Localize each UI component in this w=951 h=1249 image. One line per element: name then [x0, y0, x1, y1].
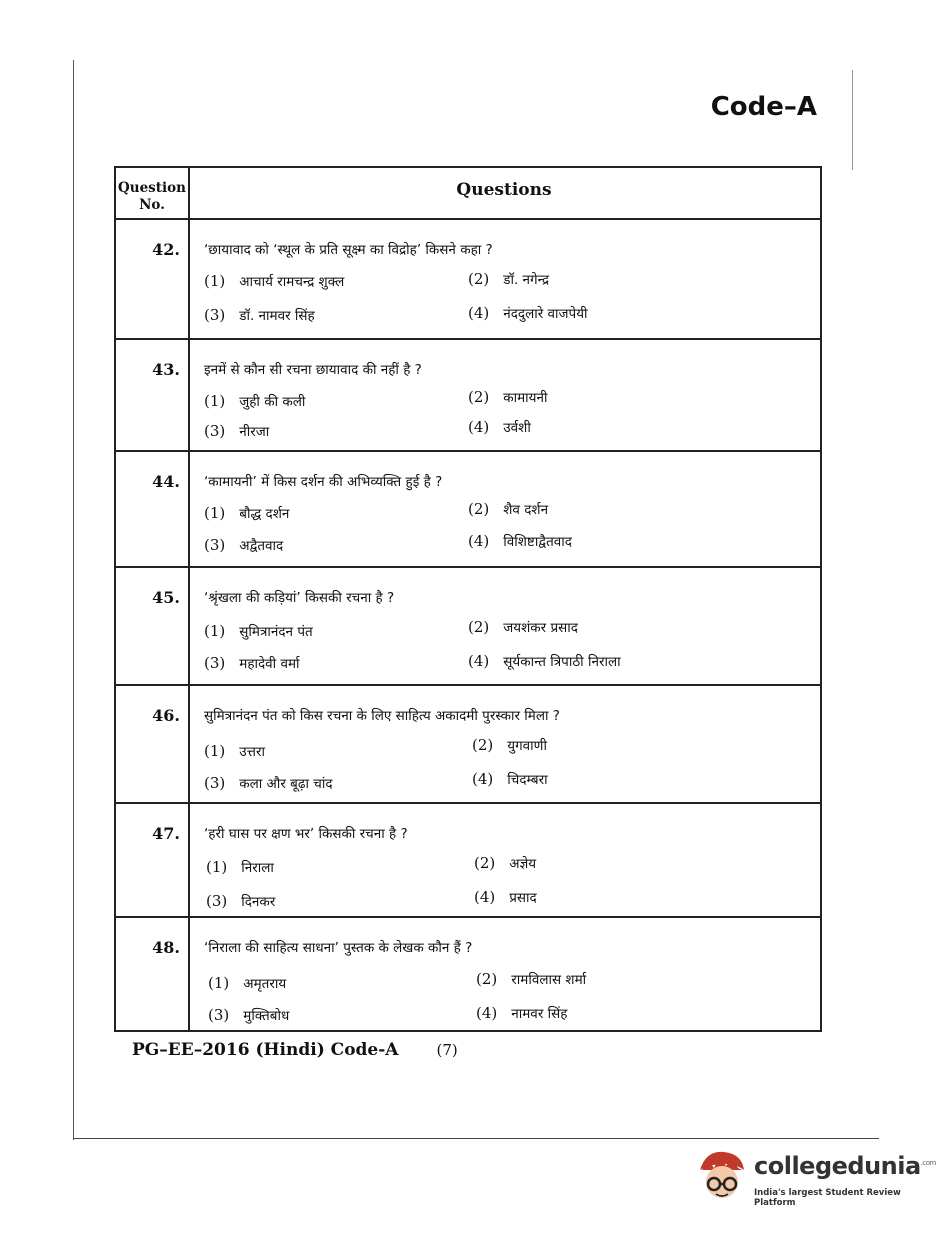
option-text: बौद्ध दर्शन [239, 506, 290, 522]
option-3 [204, 774, 333, 792]
option-number: (1) [204, 504, 226, 522]
option-2 [474, 854, 536, 872]
option-text: नामवर सिंह [511, 1006, 568, 1022]
code-label: Code–A [710, 92, 817, 122]
option-text: उत्तरा [239, 744, 265, 760]
question-text: ‘श्रृंखला की कड़ियां’ किसकी रचना है ? [204, 590, 395, 606]
question-text: ‘कामायनी’ में किस दर्शन की अभिव्यक्ति हुई है ? [204, 474, 443, 490]
option-number: (1) [204, 622, 226, 640]
option-number: (4) [468, 304, 490, 322]
question-number: 48. [152, 938, 180, 957]
question-table [114, 166, 822, 1032]
option-number: (2) [468, 500, 490, 518]
option-number: (1) [208, 974, 230, 992]
scan-bottom-edge [73, 1138, 879, 1139]
option-number: (4) [474, 888, 496, 906]
option-3 [206, 892, 275, 910]
option-number: (3) [204, 306, 226, 324]
collegedunia-logo [692, 1148, 936, 1212]
logo-suffix: .com [920, 1159, 936, 1167]
option-number: (2) [474, 854, 496, 872]
option-4 [476, 1004, 567, 1022]
option-number: (3) [206, 892, 228, 910]
option-text: डॉ. नामवर सिंह [239, 308, 315, 324]
question-number: 44. [152, 472, 180, 491]
option-text: महादेवी वर्मा [239, 656, 300, 672]
option-text: अमृतराय [243, 976, 287, 992]
option-text: दिनकर [241, 894, 276, 910]
option-number: (2) [476, 970, 498, 988]
question-row-43 [116, 338, 820, 452]
option-text: आचार्य रामचन्द्र शुक्ल [239, 274, 345, 290]
option-text: शैव दर्शन [503, 502, 549, 518]
option-text: जुही की कली [239, 394, 306, 410]
option-1 [204, 742, 265, 760]
option-text: उर्वशी [503, 420, 531, 436]
option-number: (3) [204, 774, 226, 792]
option-number: (3) [204, 422, 226, 440]
header-questions: Questions [456, 180, 552, 200]
question-number: 43. [152, 360, 180, 379]
logo-name: collegedunia [754, 1152, 921, 1180]
option-2 [476, 970, 586, 988]
option-2 [468, 618, 578, 636]
option-number: (4) [476, 1004, 498, 1022]
option-1 [206, 858, 274, 876]
option-4 [472, 770, 548, 788]
option-2 [468, 500, 548, 518]
option-4 [474, 888, 537, 906]
question-row-48 [116, 916, 820, 1030]
header-question-no [116, 180, 188, 214]
option-text: चिदम्बरा [507, 772, 548, 788]
option-text: कला और बूढ़ा चांद [239, 776, 333, 792]
option-number: (4) [468, 532, 490, 550]
page-footer [132, 1040, 458, 1060]
scan-right-edge [852, 70, 853, 170]
option-2 [468, 270, 549, 288]
question-text: ‘निराला की साहित्य साधना’ पुस्तक के लेखक कौन हैं ? [204, 940, 473, 956]
question-text: ‘हरी घास पर क्षण भर’ किसकी रचना है ? [204, 826, 408, 842]
header-no-line-2: No. [139, 197, 165, 213]
option-3 [204, 536, 283, 554]
option-1 [208, 974, 286, 992]
option-text: सुमित्रानंदन पंत [239, 624, 313, 640]
option-number: (1) [204, 392, 226, 410]
option-3 [204, 306, 315, 324]
option-number: (3) [204, 536, 226, 554]
option-4 [468, 532, 572, 550]
option-text: कामायनी [503, 390, 548, 406]
option-number: (3) [204, 654, 226, 672]
logo-wordmark [754, 1152, 936, 1180]
option-text: प्रसाद [509, 890, 537, 906]
option-text: अद्वैतवाद [239, 538, 284, 554]
option-number: (1) [204, 272, 226, 290]
option-3 [204, 654, 300, 672]
exam-code: PG–EE–2016 (Hindi) Code-A [132, 1040, 399, 1060]
header-no-line-1: Question [118, 180, 186, 196]
option-text: अज्ञेय [509, 856, 537, 872]
option-1 [204, 622, 313, 640]
option-3 [204, 422, 269, 440]
option-number: (2) [468, 270, 490, 288]
question-number: 46. [152, 706, 180, 725]
option-text: डॉ. नगेन्द्र [503, 272, 549, 288]
option-text: नंददुलारे वाजपेयी [503, 306, 588, 322]
option-number: (4) [468, 418, 490, 436]
option-number: (1) [206, 858, 228, 876]
question-text: इनमें से कौन सी रचना छायावाद की नहीं है ? [204, 362, 422, 378]
question-row-44 [116, 450, 820, 564]
option-text: नीरजा [239, 424, 270, 440]
option-4 [468, 304, 588, 322]
option-number: (2) [468, 388, 490, 406]
question-row-47 [116, 802, 820, 916]
question-number: 45. [152, 588, 180, 607]
option-number: (2) [472, 736, 494, 754]
option-1 [204, 392, 305, 410]
question-number: 42. [152, 240, 180, 259]
option-4 [468, 418, 531, 436]
option-1 [204, 272, 344, 290]
question-row-42 [116, 218, 820, 332]
option-text: निराला [241, 860, 274, 876]
option-number: (4) [472, 770, 494, 788]
option-number: (3) [208, 1006, 230, 1024]
option-text: युगवाणी [507, 738, 547, 754]
logo-tagline: India's largest Student Review Platform [754, 1188, 901, 1208]
question-row-45 [116, 566, 820, 680]
option-text: सूर्यकान्त त्रिपाठी निराला [503, 654, 621, 670]
option-text: जयशंकर प्रसाद [503, 620, 578, 636]
question-number: 47. [152, 824, 180, 843]
option-number: (1) [204, 742, 226, 760]
question-text: ‘छायावाद को ‘स्थूल के प्रति सूक्ष्म का विद्रोह’ किसने कहा ? [204, 242, 493, 258]
question-row-46 [116, 684, 820, 798]
option-2 [468, 388, 548, 406]
scan-left-edge [73, 60, 74, 1140]
option-number: (4) [468, 652, 490, 670]
question-text: सुमित्रानंदन पंत को किस रचना के लिए साहित्य अकादमी पुरस्कार मिला ? [204, 708, 560, 724]
option-2 [472, 736, 547, 754]
option-4 [468, 652, 621, 670]
option-text: रामविलास शर्मा [511, 972, 587, 988]
mascot-icon [692, 1148, 752, 1210]
option-text: मुक्तिबोध [243, 1008, 290, 1024]
option-text: विशिष्टाद्वैतवाद [503, 534, 572, 550]
option-1 [204, 504, 289, 522]
page-number: (7) [436, 1041, 458, 1059]
option-3 [208, 1006, 289, 1024]
option-number: (2) [468, 618, 490, 636]
